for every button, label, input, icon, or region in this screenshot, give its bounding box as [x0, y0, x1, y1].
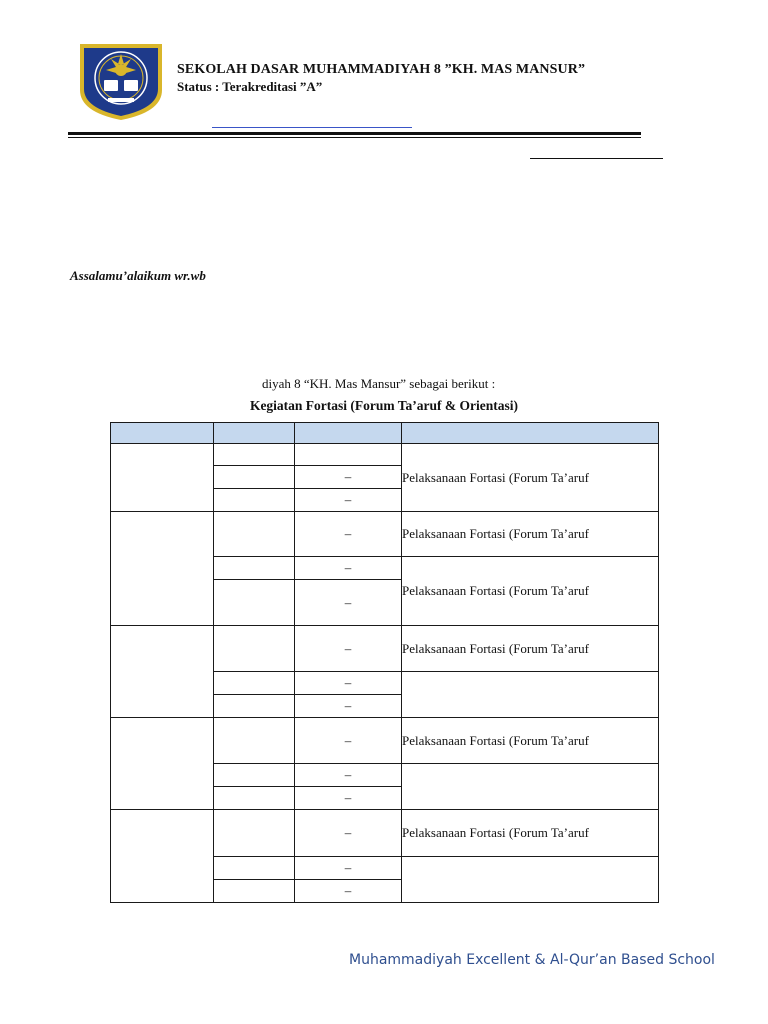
dash-cell: –	[295, 512, 402, 557]
dash-cell: –	[295, 672, 402, 695]
day-cell	[111, 626, 214, 718]
day-cell	[111, 810, 214, 903]
table-row	[111, 718, 659, 764]
activity-cell: Pelaksanaan Fortasi (Forum Ta’aruf	[402, 557, 659, 626]
activity-cell	[402, 857, 659, 903]
letterhead-rule-thick	[68, 132, 641, 135]
time-cell	[214, 695, 295, 718]
time-cell	[214, 626, 295, 672]
school-name: SEKOLAH DASAR MUHAMMADIYAH 8 ”KH. MAS MANSUR”	[177, 62, 586, 77]
footer-tagline: Muhammadiyah Excellent & Al-Qur’an Based School	[349, 952, 715, 968]
time-cell	[214, 672, 295, 695]
time-cell	[214, 857, 295, 880]
time-cell	[214, 787, 295, 810]
header-cell	[295, 423, 402, 444]
time-cell	[214, 810, 295, 857]
activity-cell	[402, 764, 659, 810]
dash-cell: –	[295, 489, 402, 512]
header-cell	[402, 423, 659, 444]
schedule-table	[110, 422, 659, 903]
day-cell	[111, 512, 214, 626]
school-logo	[76, 40, 166, 122]
time-cell	[214, 466, 295, 489]
time-cell	[214, 764, 295, 787]
date-line	[530, 158, 663, 159]
dash-cell: –	[295, 880, 402, 903]
time-cell	[214, 580, 295, 626]
header-cell	[111, 423, 214, 444]
letterhead-rule-thin	[68, 137, 641, 138]
dash-cell: –	[295, 466, 402, 489]
table-row	[111, 626, 659, 672]
activity-cell: Pelaksanaan Fortasi (Forum Ta’aruf	[402, 626, 659, 672]
dash-cell: –	[295, 626, 402, 672]
website-link-underline[interactable]	[212, 127, 412, 128]
table-row	[111, 512, 659, 557]
accreditation-status: Status : Terakreditasi ”A”	[177, 79, 323, 94]
time-end-cell	[295, 444, 402, 466]
dash-cell: –	[295, 764, 402, 787]
table-row	[111, 444, 659, 466]
time-cell	[214, 557, 295, 580]
dash-cell: –	[295, 718, 402, 764]
header-cell	[214, 423, 295, 444]
table-title: Kegiatan Fortasi (Forum Ta’aruf & Orientasi)	[249, 398, 519, 413]
dash-cell: –	[295, 580, 402, 626]
table-row	[111, 810, 659, 857]
dash-cell: –	[295, 557, 402, 580]
time-cell	[214, 444, 295, 466]
day-cell	[111, 718, 214, 810]
time-cell	[214, 489, 295, 512]
intro-text: diyah 8 “KH. Mas Mansur” sebagai berikut :	[262, 376, 496, 391]
time-cell	[214, 718, 295, 764]
activity-cell: Pelaksanaan Fortasi (Forum Ta’aruf	[402, 810, 659, 857]
greeting: Assalamu’alaikum wr.wb	[70, 268, 206, 283]
activity-cell	[402, 672, 659, 718]
activity-cell: Pelaksanaan Fortasi (Forum Ta’aruf	[402, 444, 659, 512]
activity-cell: Pelaksanaan Fortasi (Forum Ta’aruf	[402, 512, 659, 557]
dash-cell: –	[295, 787, 402, 810]
activity-cell: Pelaksanaan Fortasi (Forum Ta’aruf	[402, 718, 659, 764]
table-header-row	[111, 423, 659, 444]
school-crest-icon	[76, 40, 166, 122]
dash-cell: –	[295, 695, 402, 718]
dash-cell: –	[295, 857, 402, 880]
dash-cell: –	[295, 810, 402, 857]
time-cell	[214, 512, 295, 557]
time-cell	[214, 880, 295, 903]
day-cell	[111, 444, 214, 512]
